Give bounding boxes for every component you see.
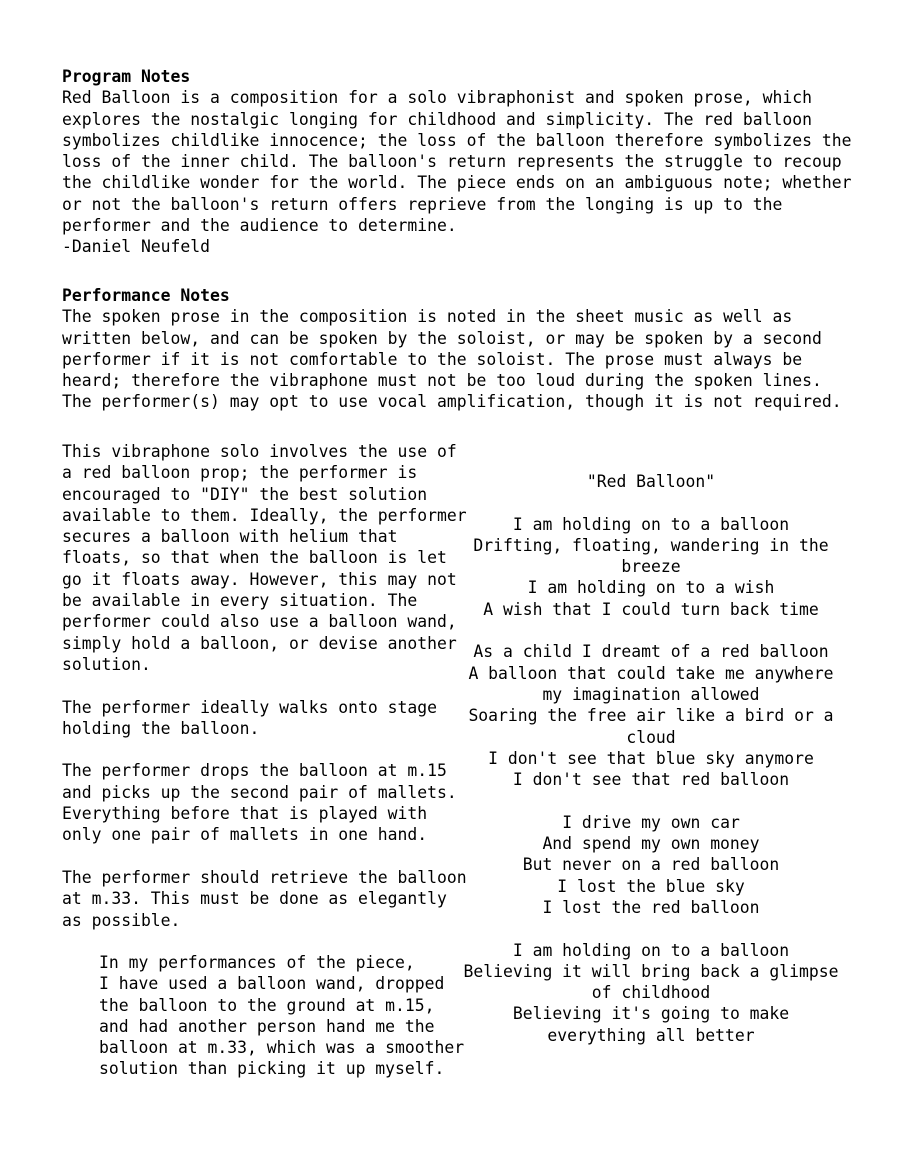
prop-paragraph (62, 441, 472, 675)
poem-line: Soaring the free air like a bird or a (468, 706, 834, 726)
performance-notes-line: performer if it is not comfortable to the soloist. The prose must always be (62, 349, 803, 369)
poem-line: A wish that I could turn back time (483, 599, 819, 619)
prop-line: This vibraphone solo involves the use of (62, 442, 457, 461)
prop-line: go it floats away. However, this may not (62, 569, 457, 589)
program-notes-line: or not the balloon's return offers reprieve from the longing is up to the (62, 194, 783, 214)
poem-line: I don't see that blue sky anymore (488, 748, 814, 768)
program-notes-heading: Program Notes (62, 67, 191, 86)
performance-notes-section (62, 285, 862, 413)
prop-line: available to them. Ideally, the performer (62, 505, 467, 525)
performance-notes-line: The spoken prose in the composition is noted in the sheet music as well as (62, 307, 793, 327)
walk-on-line: holding the balloon. (62, 718, 260, 738)
poem-line: Believing it will bring back a glimpse (463, 961, 839, 981)
poem-line: I am holding on to a balloon (512, 940, 790, 960)
poem-line: Believing it's going to make (512, 1004, 790, 1024)
poem-line: And spend my own money (542, 834, 760, 854)
personal-note-line: I have used a balloon wand, dropped (99, 974, 445, 994)
personal-note-paragraph (99, 952, 469, 1080)
performance-notes-heading: Performance Notes (62, 286, 230, 305)
poem-title: "Red Balloon" (586, 472, 716, 491)
stanza-gap (462, 790, 840, 811)
performance-notes-line: The performer(s) may opt to use vocal amplification, though it is not required. (62, 392, 842, 412)
walk-on-line: The performer ideally walks onto stage (62, 697, 437, 717)
program-notes-line: Red Balloon is a composition for a solo vibraphonist and spoken prose, which (62, 88, 812, 108)
staging-instructions (62, 441, 472, 952)
drop-paragraph (62, 760, 472, 845)
prop-line: floats, so that when the balloon is let (62, 548, 447, 568)
performance-notes-line: written below, and can be spoken by the soloist, or may be spoken by a second (62, 328, 822, 348)
poem-line: of childhood (591, 983, 711, 1003)
poem-line: But never on a red balloon (522, 855, 780, 875)
walk-on-paragraph (62, 697, 472, 740)
drop-line: The performer drops the balloon at m.15 (62, 761, 447, 781)
program-notes-line: symbolizes childlike innocence; the loss of the balloon therefore symbolizes the (62, 130, 852, 150)
personal-note-line: solution than picking it up myself. (99, 1059, 445, 1079)
poem-line: I am holding on to a wish (527, 578, 775, 598)
poem-line: A balloon that could take me anywhere (468, 663, 834, 683)
retrieve-line: as possible. (62, 910, 181, 930)
poem-line: I lost the red balloon (542, 897, 760, 917)
poem-line: everything all better (547, 1025, 755, 1045)
poem-line: breeze (621, 557, 681, 577)
prop-line: solution. (62, 654, 151, 674)
poem-line: I drive my own car (562, 812, 740, 832)
drop-line: only one pair of mallets in one hand. (62, 825, 428, 845)
personal-note-line: and had another person hand me the (99, 1016, 435, 1036)
poem-line: cloud (626, 727, 676, 747)
prop-line: be available in every situation. The (62, 591, 418, 611)
poem-line: my imagination allowed (542, 684, 760, 704)
personal-note-line: balloon at m.33, which was a smoother (99, 1038, 465, 1058)
poem-line: I lost the blue sky (557, 876, 745, 896)
program-notes-line: loss of the inner child. The balloon's return represents the struggle to recoup (62, 152, 842, 172)
stanza-gap (462, 492, 840, 513)
prop-line: encouraged to "DIY" the best solution (62, 484, 428, 504)
program-notes-signature: -Daniel Neufeld (62, 237, 211, 257)
prop-line: performer could also use a balloon wand, (62, 612, 457, 632)
retrieve-line: at m.33. This must be done as elegantly (62, 889, 447, 909)
poem-line: I am holding on to a balloon (512, 514, 790, 534)
stanza-gap (462, 918, 840, 939)
poem-line: I don't see that red balloon (512, 770, 790, 790)
retrieve-paragraph (62, 867, 472, 931)
drop-line: and picks up the second pair of mallets. (62, 782, 457, 802)
prop-line: a red balloon prop; the performer is (62, 463, 418, 483)
retrieve-line: The performer should retrieve the balloon (62, 867, 467, 887)
prop-line: secures a balloon with helium that (62, 527, 398, 547)
program-notes-line: performer and the audience to determine. (62, 216, 457, 236)
prop-line: simply hold a balloon, or devise another (62, 633, 457, 653)
poem-line: Drifting, floating, wandering in the (473, 535, 829, 555)
personal-note-line: the balloon to the ground at m.15, (99, 995, 435, 1015)
performance-notes-line: heard; therefore the vibraphone must not be too loud during the spoken lines. (62, 371, 822, 391)
program-notes-section (62, 66, 862, 258)
stanza-gap (462, 620, 840, 641)
drop-line: Everything before that is played with (62, 804, 428, 824)
program-notes-line: the childlike wonder for the world. The piece ends on an ambiguous note; whether (62, 173, 852, 193)
program-notes-line: explores the nostalgic longing for childhood and simplicity. The red balloon (62, 109, 812, 129)
poem-line: As a child I dreamt of a red balloon (473, 642, 829, 662)
poem (462, 471, 840, 1046)
personal-note-line: In my performances of the piece, (99, 953, 415, 972)
